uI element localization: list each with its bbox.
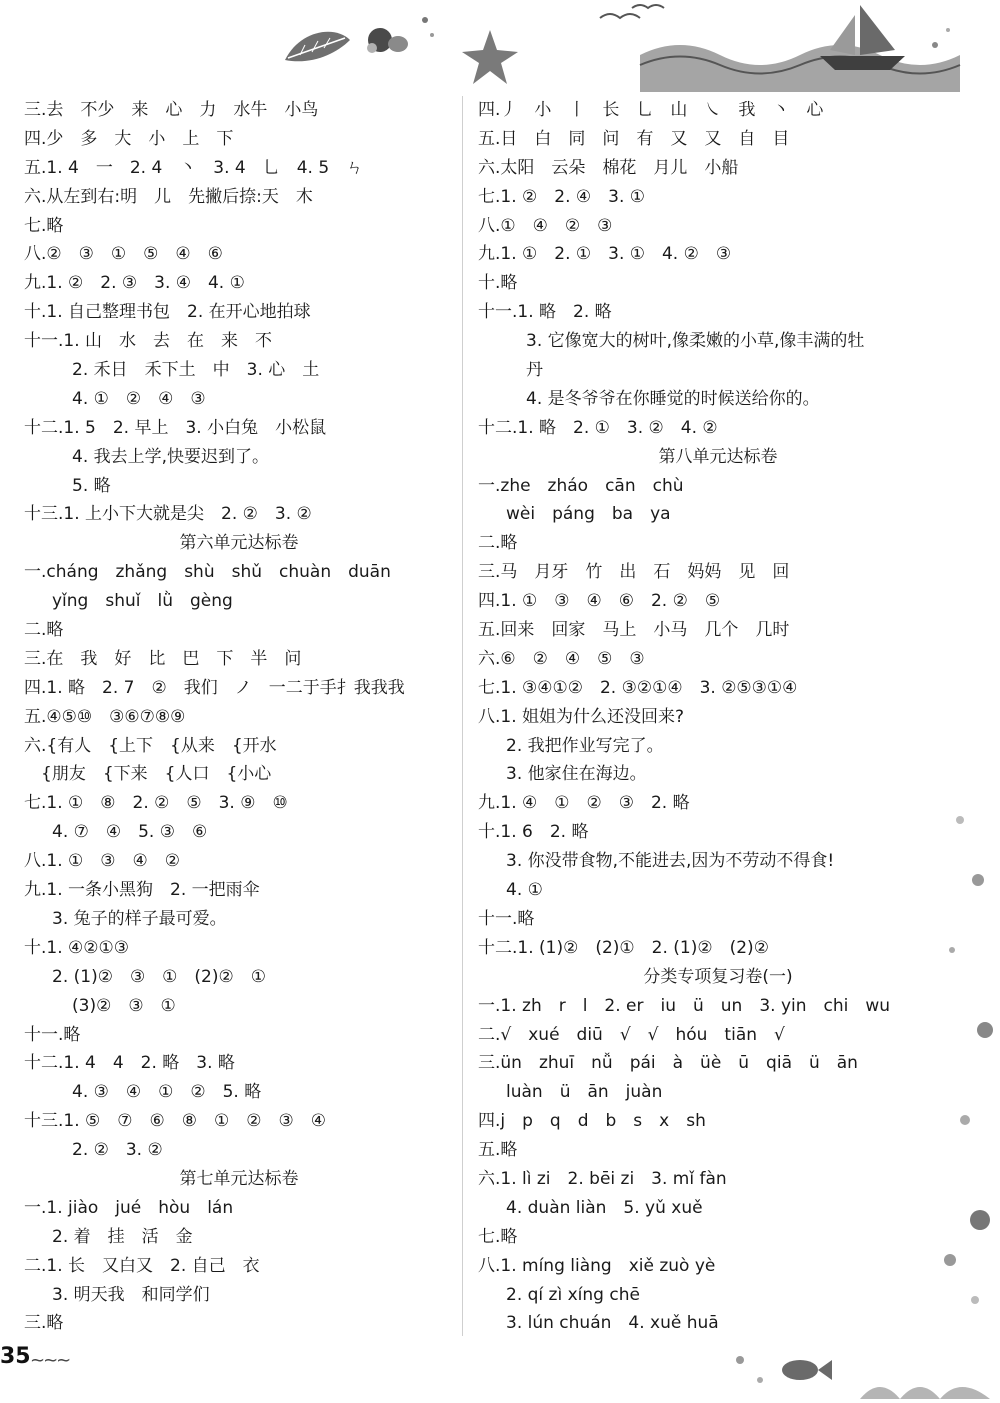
answer-line: 一.1. jiào jué hòu lán: [24, 1197, 234, 1218]
section-title: 第六单元达标卷: [179, 533, 299, 554]
answer-line: 七.略: [24, 215, 64, 236]
answer-line: 十二.1. 略 2. ① 3. ② 4. ②: [478, 417, 718, 438]
answer-line: 2. 禾日 禾下土 中 3. 心 土: [72, 360, 320, 381]
footer-art: [0, 1340, 1000, 1399]
answer-line: 七.1. ① ⑧ 2. ② ⑤ 3. ⑨ ⑩: [24, 793, 288, 814]
answer-line: 2. ② 3. ②: [72, 1140, 163, 1161]
answer-line: 八.1. 姐姐为什么还没回来?: [478, 706, 685, 727]
starfish-icon: [462, 30, 518, 84]
footer-decoration: [0, 1340, 1000, 1399]
answer-line: 三.在 我 好 比 巴 下 半 问: [24, 648, 302, 669]
answer-line: 六.⑥ ② ④ ⑤ ③: [478, 648, 645, 669]
answer-line: 八.② ③ ① ⑤ ④ ⑥: [24, 244, 223, 265]
wave-mark: ~~~: [30, 1350, 70, 1371]
answer-line: 4. 是冬爷爷在你睡觉的时候送给你的。: [526, 388, 820, 409]
answer-line: 十二.1. 5 2. 早上 3. 小白兔 小松鼠: [24, 417, 327, 438]
column-divider: [462, 96, 463, 1336]
side-decoration: [930, 700, 1000, 1399]
bubble-icon: [422, 17, 428, 23]
answer-line: {朋友 {下来 {人口 {小心: [24, 764, 272, 785]
answer-line: 三.ün zhuī nǚ pái à üè ū qiā ü ān: [478, 1053, 858, 1074]
answer-line: 3. 它像宽大的树叶,像柔嫩的小草,像丰满的牡: [526, 331, 865, 352]
header-art: [0, 0, 1000, 92]
answer-line: (3)② ③ ①: [72, 995, 176, 1016]
answer-line: 4. ③ ④ ① ② 5. 略: [72, 1082, 262, 1103]
answer-line: 十一.略: [478, 908, 535, 929]
side-art: [930, 700, 1000, 1399]
answer-line: 十二.1. (1)② (2)① 2. (1)② (2)②: [478, 937, 769, 958]
answer-line: luàn ü ān juàn: [506, 1082, 663, 1103]
fish-icon: [782, 1360, 832, 1380]
answer-line: 九.1. ④ ① ② ③ 2. 略: [478, 793, 690, 814]
answer-line: 十三.1. 上小下大就是尖 2. ② 3. ②: [24, 504, 312, 525]
answer-line: 六.{有人 {上下 {从来 {开水: [24, 735, 277, 756]
section-title: 分类专项复习卷(一): [643, 966, 793, 987]
answer-line: 九.1. 一条小黑狗 2. 一把雨伞: [24, 880, 260, 901]
answer-line: wèi páng ba ya: [506, 504, 671, 525]
answer-line: 5. 略: [72, 475, 111, 496]
answer-line: 十.1. 6 2. 略: [478, 822, 589, 843]
answer-line: 七.1. ③④①② 2. ③②①④ 3. ②⑤③①④: [478, 677, 798, 698]
answer-line: 二.略: [478, 533, 518, 554]
answer-line: 4. ①: [506, 880, 543, 901]
answer-line: 八.1. ① ③ ④ ②: [24, 851, 180, 872]
answer-line: 3. lún chuán 4. xuě huā: [506, 1313, 719, 1334]
answer-line: 十一.1. 略 2. 略: [478, 302, 612, 323]
answer-line: 丹: [526, 360, 543, 381]
bubble-icon: [736, 1356, 744, 1364]
sailboat-icon: [820, 5, 905, 70]
answer-line: 十一.略: [24, 1024, 81, 1045]
answer-line: 五.④⑤⑩ ③⑥⑦⑧⑨: [24, 706, 186, 727]
shell-icon: [367, 28, 408, 53]
answer-line: 四.1. 略 2. 7 ② 我们 ノ 一二于手扌我我我: [24, 677, 405, 698]
answer-line: 五.日 白 同 问 有 又 又 自 目: [478, 128, 790, 149]
answer-line: 十.1. 自己整理书包 2. 在开心地拍球: [24, 302, 311, 323]
answer-line: 3. 你没带食物,不能进去,因为不劳动不得食!: [506, 851, 835, 872]
answer-line: 十一.1. 山 水 去 在 来 不: [24, 331, 273, 352]
answer-line: 3. 明天我 和同学们: [52, 1284, 210, 1305]
answer-line: 4. ① ② ④ ③: [72, 388, 206, 409]
answer-line: 七.略: [478, 1226, 518, 1247]
answer-line: 一.cháng zhǎng shù shǔ chuàn duān: [24, 562, 391, 583]
answer-line: 九.1. ① 2. ① 3. ① 4. ② ③: [478, 244, 732, 265]
answer-line: 四.少 多 大 小 上 下: [24, 128, 234, 149]
answer-line: 五.回来 回家 马上 小马 几个 几时: [478, 620, 790, 641]
answer-line: 九.1. ② 2. ③ 3. ④ 4. ①: [24, 273, 245, 294]
answer-line: 2. qí zì xíng chē: [506, 1284, 640, 1305]
answer-line: 4. ⑦ ④ 5. ③ ⑥: [52, 822, 208, 843]
answer-line: 三.去 不少 来 心 力 水牛 小鸟: [24, 100, 319, 120]
answer-line: 六.太阳 云朵 棉花 月儿 小船: [478, 157, 739, 178]
bird-icon: [600, 5, 664, 18]
bubble-icon: [430, 33, 434, 37]
answer-line: 八.① ④ ② ③: [478, 215, 613, 236]
answer-line: 八.1. míng liàng xiě zuò yè: [478, 1255, 716, 1276]
answer-line: 十三.1. ⑤ ⑦ ⑥ ⑧ ① ② ③ ④: [24, 1111, 326, 1132]
answer-line: 2. 着 挂 活 金: [52, 1226, 193, 1247]
answer-line: 七.1. ② 2. ④ 3. ①: [478, 186, 645, 207]
answer-line: 三.略: [24, 1313, 64, 1334]
answer-line: 十.1. ④②①③: [24, 937, 129, 958]
answer-line: 四.1. ① ③ ④ ⑥ 2. ② ⑤: [478, 591, 721, 612]
answer-line: 五.略: [478, 1140, 518, 1161]
answer-line: 3. 兔子的样子最可爱。: [52, 908, 227, 929]
bubble-icon: [946, 28, 950, 32]
answer-line: 四.丿 小 丨 长 乚 山 ㇏ 我 丶 心: [478, 100, 824, 120]
answer-line: 二.√ xué diū √ √ hóu tiān √: [478, 1024, 785, 1045]
leaf-icon: [285, 32, 350, 61]
bubble-icon: [932, 42, 938, 48]
page-number: 35: [0, 1344, 31, 1369]
answer-line: 2. 我把作业写完了。: [506, 735, 664, 756]
answer-line: 五.1. 4 一 2. 4 丶 3. 4 乚 4. 5 ㄣ: [24, 157, 364, 178]
answer-line: 六.从左到右:明 儿 先撇后捺:天 木: [24, 186, 313, 207]
answer-line: yǐng shuǐ lǜ gèng: [52, 591, 233, 612]
right-column: [478, 96, 958, 1338]
answer-line: 四.j p q d b s x sh: [478, 1111, 706, 1132]
answer-line: 一.zhe zháo cān chù: [478, 475, 684, 496]
bubble-icon: [757, 1377, 763, 1383]
answer-line: 3. 他家住在海边。: [506, 764, 647, 785]
answer-line: 十二.1. 4 4 2. 略 3. 略: [24, 1053, 235, 1074]
section-title: 第七单元达标卷: [179, 1168, 299, 1189]
answer-line: 4. duàn liàn 5. yǔ xuě: [506, 1197, 703, 1218]
answer-line: 十.略: [478, 273, 518, 294]
section-title: 第八单元达标卷: [658, 446, 778, 467]
answer-line: 三.马 月牙 竹 出 石 妈妈 见 回: [478, 562, 790, 583]
answer-line: 一.1. zh r l 2. er iu ü un 3. yin chi wu: [478, 995, 891, 1016]
answer-line: 六.1. lì zi 2. bēi zi 3. mǐ fàn: [478, 1168, 727, 1189]
wave-icon: [640, 45, 960, 92]
answer-line: 二.1. 长 又白又 2. 自己 衣: [24, 1255, 260, 1276]
answer-line: 2. (1)② ③ ① (2)② ①: [52, 966, 266, 987]
header-decoration: [0, 0, 1000, 92]
left-column: [24, 96, 454, 1338]
answer-line: 4. 我去上学,快要迟到了。: [72, 446, 270, 467]
answer-line: 二.略: [24, 620, 64, 641]
